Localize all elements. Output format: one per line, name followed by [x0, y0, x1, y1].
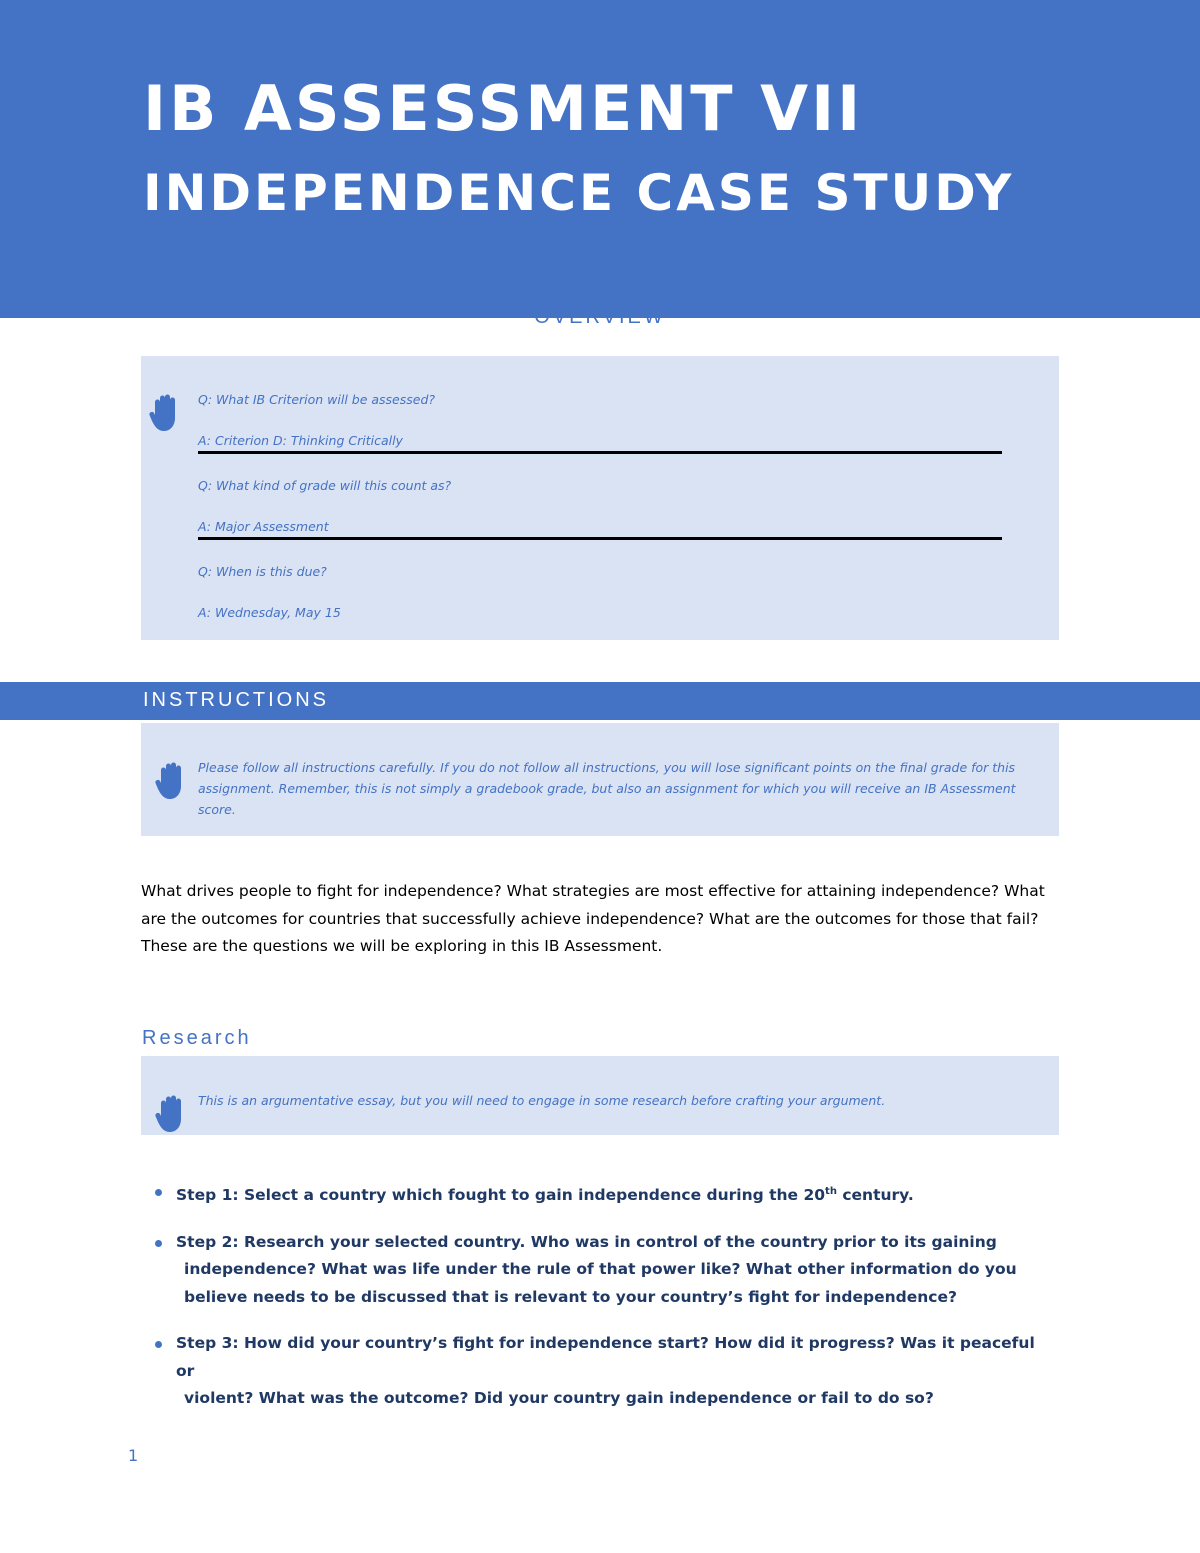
overview-heading: OVERVIEW — [534, 306, 666, 328]
step-3-continued: violent? What was the outcome? Did your country gain independence or fail to do so? — [184, 1389, 934, 1408]
document-title: IB ASSESSMENT VII — [143, 72, 864, 145]
instructions-heading: INSTRUCTIONS — [143, 689, 329, 711]
intro-paragraph: What drives people to fight for independence? What strategies are most effective for attaining independence? What are the outcomes for countries that successfully achieve independence? What are the outcomes for those that fail? These are the questions we will be exploring in this IB Assessment. — [141, 882, 1045, 955]
step-3-text: Step 3: How did your country’s fight for independence start? How did it progress? Was it peaceful or — [176, 1334, 1035, 1380]
hand-icon — [149, 392, 179, 432]
bullet-icon — [155, 1240, 162, 1247]
research-note: This is an argumentative essay, but you will need to engage in some research before crafting your argument. — [198, 1093, 886, 1108]
step-1-text: Step 1: Select a country which fought to gain independence during the 20 — [176, 1186, 826, 1205]
question-3: Q: When is this due? — [198, 564, 327, 579]
question-2: Q: What kind of grade will this count as? — [198, 478, 452, 493]
divider — [198, 451, 1002, 454]
question-1: Q: What IB Criterion will be assessed? — [198, 392, 436, 407]
step-1-superscript: th — [825, 1186, 837, 1197]
bullet-icon — [155, 1189, 162, 1196]
step-2-continued: independence? What was life under the rule of that power like? What other information do you believe needs to be discussed that is relevant to your country’s fight for independence? — [184, 1260, 1017, 1306]
list-item — [150, 1229, 1050, 1312]
instructions-note: Please follow all instructions carefully. If you do not follow all instructions, you will lose significant points on the final grade for this assignment. Remember, this is not simply a gradebook grade, but also an assignment for which you will receive an IB Assessment score. — [198, 760, 1016, 817]
answer-2: A: Major Assessment — [198, 519, 329, 534]
hand-icon — [155, 760, 185, 800]
answer-3: A: Wednesday, May 15 — [198, 605, 341, 620]
bullet-icon — [155, 1341, 162, 1348]
steps-list — [150, 1178, 1050, 1432]
answer-1: A: Criterion D: Thinking Critically — [198, 433, 403, 448]
list-item — [150, 1178, 1050, 1210]
document-subtitle: INDEPENDENCE CASE STUDY — [143, 164, 1015, 222]
page-number: 1 — [128, 1446, 139, 1465]
step-1-text-end: century. — [836, 1186, 914, 1205]
research-heading: Research — [142, 1027, 252, 1049]
header-banner — [0, 0, 1200, 318]
step-2-text: Step 2: Research your selected country. Who was in control of the country prior to its gaining — [176, 1232, 997, 1251]
divider — [198, 537, 1002, 540]
hand-icon — [155, 1093, 185, 1133]
list-item — [150, 1330, 1050, 1413]
